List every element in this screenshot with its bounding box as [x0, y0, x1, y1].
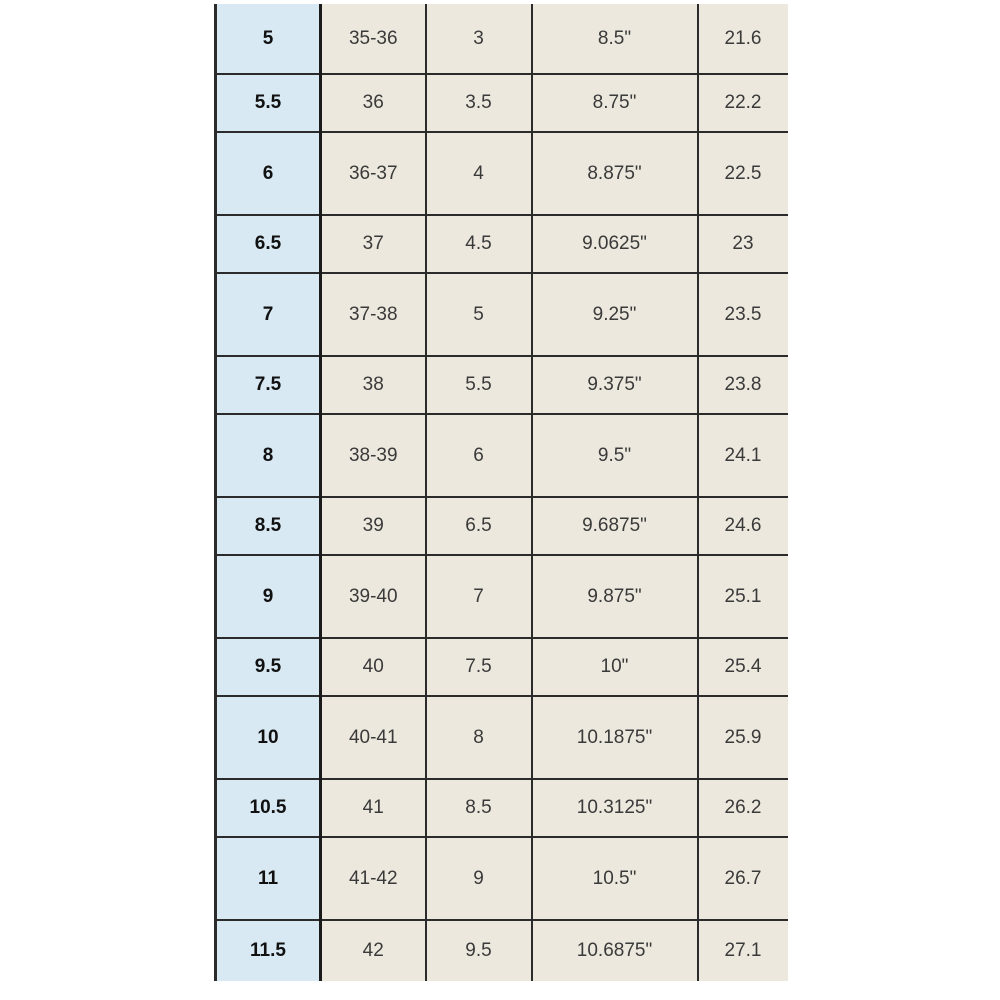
cm-cell: 22.2	[698, 74, 788, 132]
eu-size-cell: 38	[321, 356, 426, 414]
table-row	[216, 555, 788, 638]
uk-size-cell: 5	[426, 273, 532, 356]
inches-cell: 9.25"	[532, 273, 698, 356]
uk-size-cell: 6.5	[426, 497, 532, 555]
table-row	[216, 215, 788, 273]
inches-cell: 9.875"	[532, 555, 698, 638]
inches-cell: 9.0625"	[532, 215, 698, 273]
eu-size-cell: 35-36	[321, 4, 426, 74]
uk-size-cell: 4	[426, 132, 532, 215]
cm-cell: 27.1	[698, 920, 788, 981]
cm-cell: 23.8	[698, 356, 788, 414]
eu-size-cell: 38-39	[321, 414, 426, 497]
us-size-cell: 7	[216, 273, 321, 356]
inches-cell: 9.375"	[532, 356, 698, 414]
uk-size-cell: 6	[426, 414, 532, 497]
eu-size-cell: 36-37	[321, 132, 426, 215]
inches-cell: 10"	[532, 638, 698, 696]
uk-size-cell: 8	[426, 696, 532, 779]
cm-cell: 26.2	[698, 779, 788, 837]
table-row	[216, 497, 788, 555]
shoe-size-table	[214, 4, 788, 981]
table-row	[216, 356, 788, 414]
cm-cell: 25.1	[698, 555, 788, 638]
eu-size-cell: 42	[321, 920, 426, 981]
eu-size-cell: 37-38	[321, 273, 426, 356]
eu-size-cell: 37	[321, 215, 426, 273]
table-row	[216, 837, 788, 920]
uk-size-cell: 9.5	[426, 920, 532, 981]
inches-cell: 8.75"	[532, 74, 698, 132]
cm-cell: 22.5	[698, 132, 788, 215]
cm-cell: 24.6	[698, 497, 788, 555]
cm-cell: 21.6	[698, 4, 788, 74]
us-size-cell: 5.5	[216, 74, 321, 132]
us-size-cell: 10	[216, 696, 321, 779]
us-size-cell: 6	[216, 132, 321, 215]
cm-cell: 24.1	[698, 414, 788, 497]
us-size-cell: 6.5	[216, 215, 321, 273]
eu-size-cell: 40	[321, 638, 426, 696]
eu-size-cell: 36	[321, 74, 426, 132]
eu-size-cell: 40-41	[321, 696, 426, 779]
uk-size-cell: 9	[426, 837, 532, 920]
size-table-body	[216, 4, 788, 981]
table-row	[216, 696, 788, 779]
cm-cell: 23.5	[698, 273, 788, 356]
uk-size-cell: 7	[426, 555, 532, 638]
inches-cell: 9.5"	[532, 414, 698, 497]
eu-size-cell: 41-42	[321, 837, 426, 920]
uk-size-cell: 3	[426, 4, 532, 74]
cm-cell: 25.9	[698, 696, 788, 779]
uk-size-cell: 3.5	[426, 74, 532, 132]
us-size-cell: 9.5	[216, 638, 321, 696]
us-size-cell: 11	[216, 837, 321, 920]
us-size-cell: 7.5	[216, 356, 321, 414]
table-row	[216, 132, 788, 215]
us-size-cell: 5	[216, 4, 321, 74]
us-size-cell: 10.5	[216, 779, 321, 837]
cm-cell: 26.7	[698, 837, 788, 920]
cm-cell: 25.4	[698, 638, 788, 696]
uk-size-cell: 8.5	[426, 779, 532, 837]
us-size-cell: 8	[216, 414, 321, 497]
eu-size-cell: 39	[321, 497, 426, 555]
inches-cell: 10.6875"	[532, 920, 698, 981]
eu-size-cell: 39-40	[321, 555, 426, 638]
table-row	[216, 414, 788, 497]
cm-cell: 23	[698, 215, 788, 273]
inches-cell: 9.6875"	[532, 497, 698, 555]
inches-cell: 8.875"	[532, 132, 698, 215]
inches-cell: 10.1875"	[532, 696, 698, 779]
inches-cell: 10.3125"	[532, 779, 698, 837]
us-size-cell: 11.5	[216, 920, 321, 981]
eu-size-cell: 41	[321, 779, 426, 837]
inches-cell: 10.5"	[532, 837, 698, 920]
uk-size-cell: 5.5	[426, 356, 532, 414]
us-size-cell: 8.5	[216, 497, 321, 555]
table-row	[216, 779, 788, 837]
uk-size-cell: 7.5	[426, 638, 532, 696]
table-row	[216, 920, 788, 981]
table-row	[216, 74, 788, 132]
us-size-cell: 9	[216, 555, 321, 638]
uk-size-cell: 4.5	[426, 215, 532, 273]
inches-cell: 8.5"	[532, 4, 698, 74]
table-row	[216, 638, 788, 696]
table-row	[216, 273, 788, 356]
table-row	[216, 4, 788, 74]
